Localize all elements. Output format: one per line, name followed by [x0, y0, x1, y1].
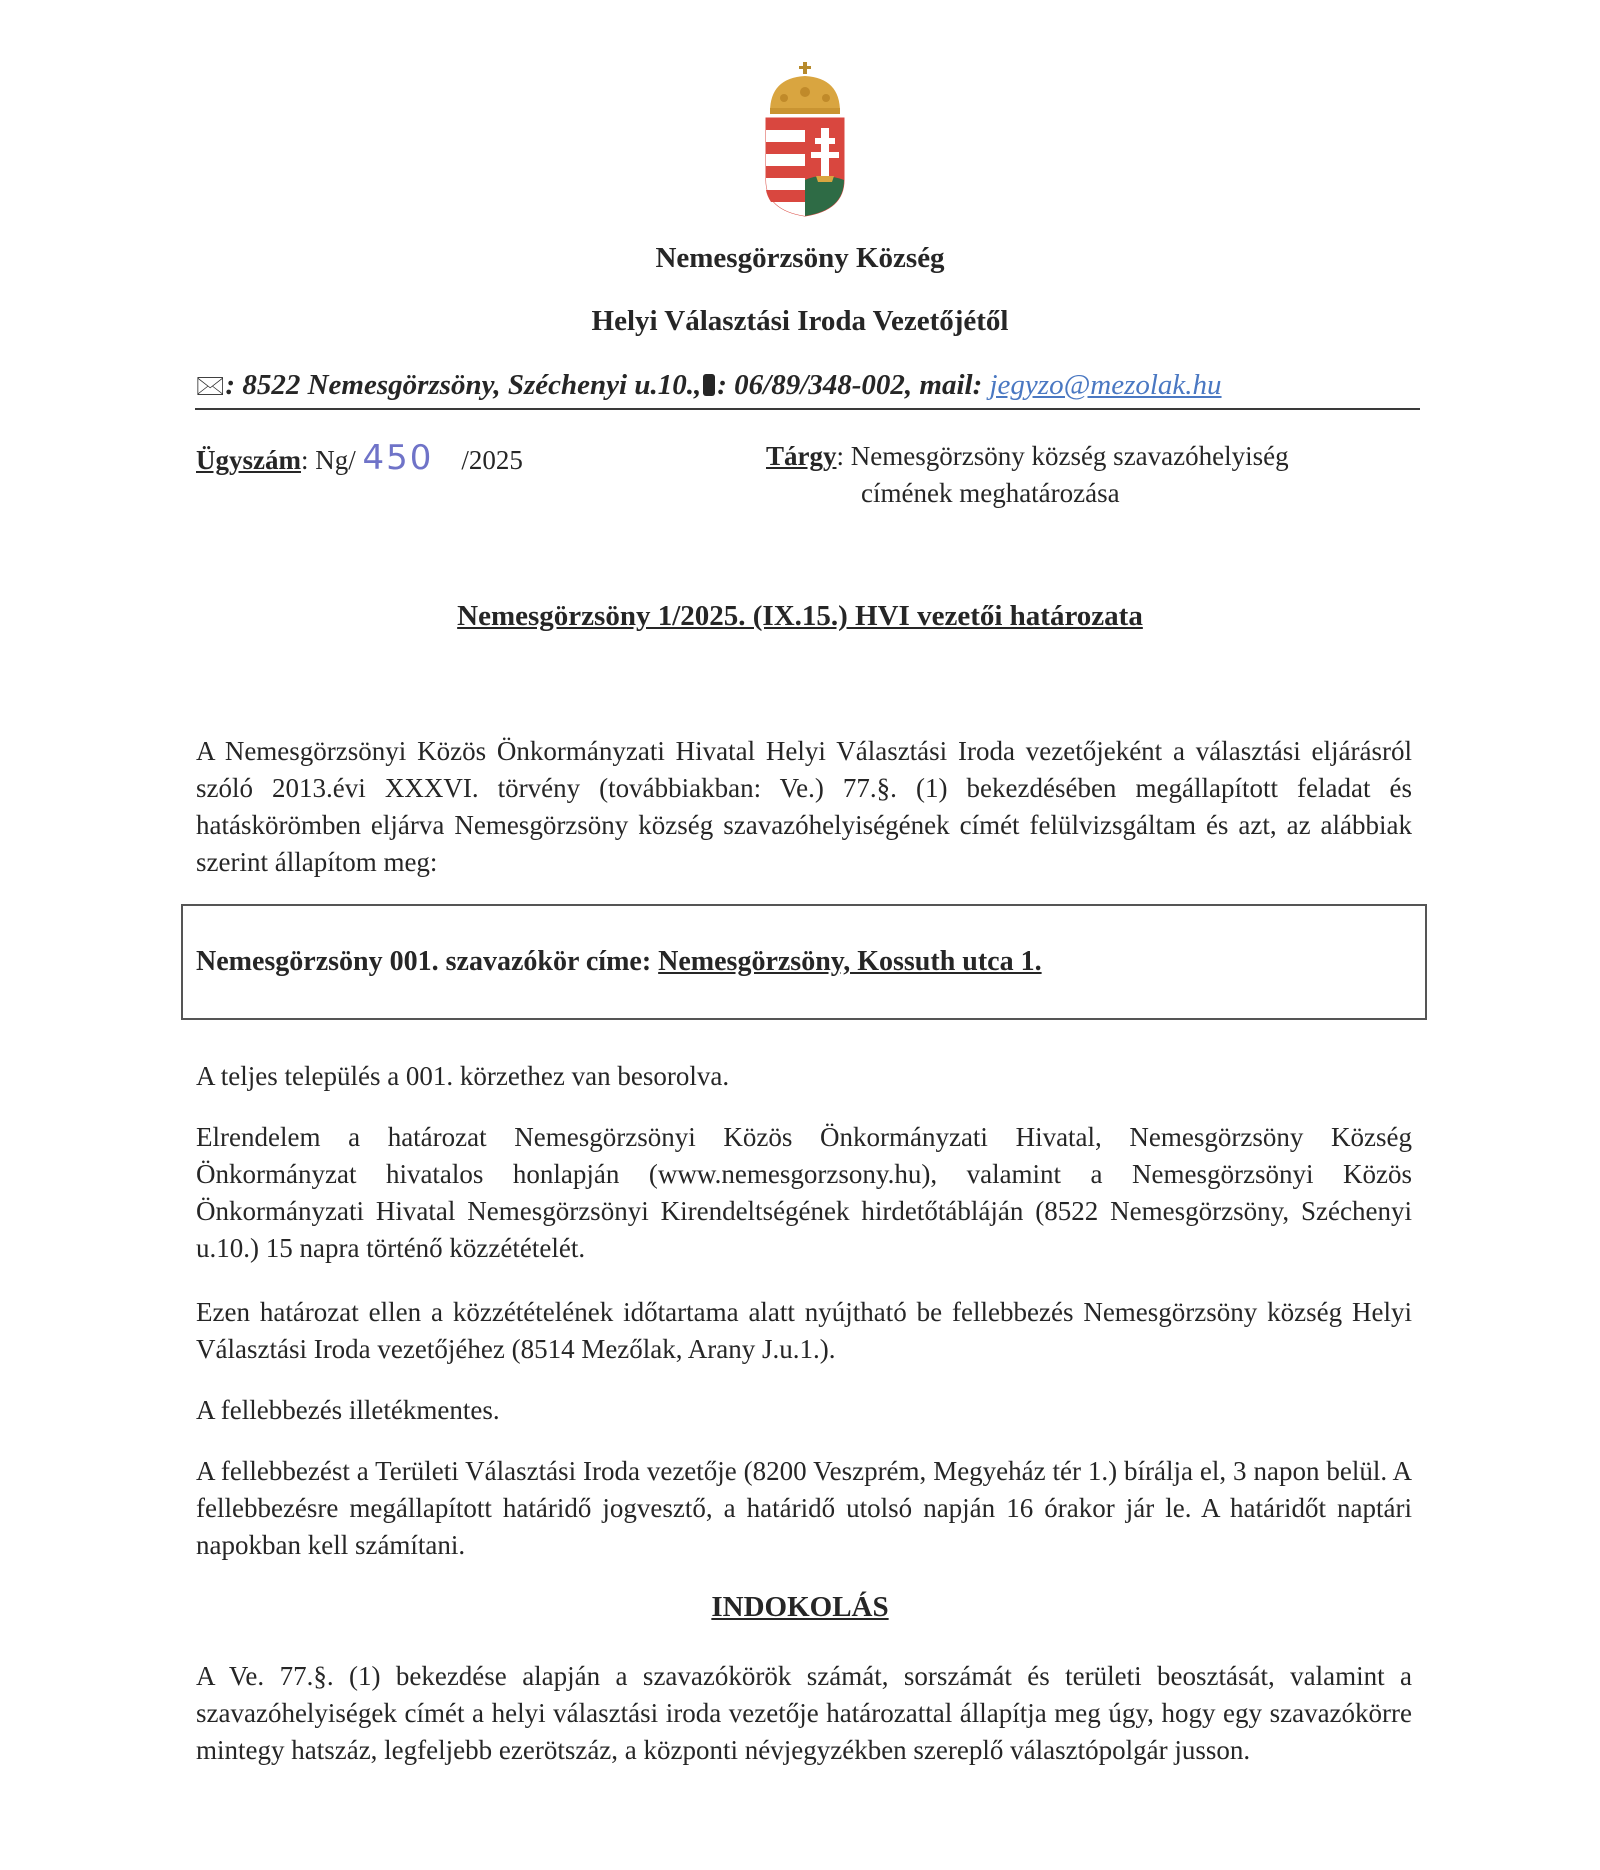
subject-line2: címének meghatározása	[861, 478, 1120, 508]
issuer-subtitle: Helyi Választási Iroda Vezetőjétől	[591, 305, 1009, 337]
polling-station-address	[196, 946, 1042, 978]
case-prefix: : Ng/	[300, 445, 356, 475]
header-divider	[195, 408, 1420, 410]
subject-line1: : Nemesgörzsöny község szavazóhelyiség	[836, 441, 1289, 471]
case-suffix: /2025	[461, 445, 523, 475]
email-link[interactable]: jegyzo@mezolak.hu	[989, 369, 1222, 401]
polling-station-value: Nemesgörzsöny, Kossuth utca 1.	[658, 946, 1042, 977]
phone-icon	[703, 374, 715, 396]
envelope-icon: 🖂	[195, 371, 226, 401]
issuer-title: Nemesgörzsöny Község	[655, 242, 945, 274]
subject-label: Tárgy	[766, 441, 837, 471]
handwritten-case-number: 450	[362, 438, 434, 478]
polling-station-label: Nemesgörzsöny 001. szavazókör címe:	[196, 946, 659, 977]
case-number	[196, 438, 523, 478]
contact-address: : 8522 Nemesgörzsöny, Széchenyi u.10.,	[225, 369, 702, 401]
paragraph-review: A fellebbezést a Területi Választási Iroda vezetője (8200 Veszprém, Megyeház tér 1.) bírálja el, 3 napon belül. A fellebbezésre megállapított határidő jogvesztő, a határidő utolsó napján 16 órakor jár le. A határidőt naptári napokban kell számítani.	[196, 1456, 1412, 1560]
paragraph-fee: A fellebbezés illetékmentes.	[196, 1395, 500, 1425]
paragraph-district: A teljes település a 001. körzethez van besorolva.	[196, 1061, 730, 1091]
contact-line	[195, 367, 1420, 411]
justification-heading: INDOKOLÁS	[711, 1591, 889, 1623]
case-label: Ügyszám	[196, 445, 301, 475]
coat-of-arms-icon	[762, 60, 848, 218]
contact-phone: : 06/89/348-002, mail:	[717, 369, 990, 401]
paragraph-appeal: Ezen határozat ellen a közzétételének időtartama alatt nyújtható be fellebbezés Nemesgörzsöny község Helyi Választási Iroda vezetőjéhez (8514 Mezőlak, Arany J.u.1.).	[196, 1297, 1412, 1364]
subject	[766, 438, 1406, 512]
justification-paragraph: A Ve. 77.§. (1) bekezdése alapján a szavazókörök számát, sorszámát és területi beosztását, valamint a szavazóhelyiségek címét a helyi választási iroda vezetője határozattal állapítja meg úgy, hogy egy szavazókörre mintegy hatszáz, legfeljebb ezerötszáz, a központi névjegyzékben szereplő választópolgár jusson.	[196, 1661, 1412, 1765]
intro-paragraph: A Nemesgörzsönyi Közös Önkormányzati Hivatal Helyi Választási Iroda vezetőjeként a választási eljárásról szóló 2013.évi XXXVI. törvény (továbbiakban: Ve.) 77.§. (1) bekezdésében megállapított feladat és hatáskörömben eljárva Nemesgörzsöny község szavazóhelyiségének címét felülvizsgáltam és azt, az alábbiak szerint állapítom meg:	[196, 736, 1412, 877]
decision-title: Nemesgörzsöny 1/2025. (IX.15.) HVI vezetői határozata	[457, 600, 1143, 632]
paragraph-publication: Elrendelem a határozat Nemesgörzsönyi Közös Önkormányzati Hivatal, Nemesgörzsöny Község Önkormányzat hivatalos honlapján (www.nemesgorzsony.hu), valamint a Nemesgörzsönyi Közös Önkormányzati Hivatal Nemesgörzsönyi Kirendeltségének hirdetőtábláján (8522 Nemesgörzsöny, Széchenyi u.10.) 15 napra történő közzétételét.	[196, 1122, 1412, 1263]
